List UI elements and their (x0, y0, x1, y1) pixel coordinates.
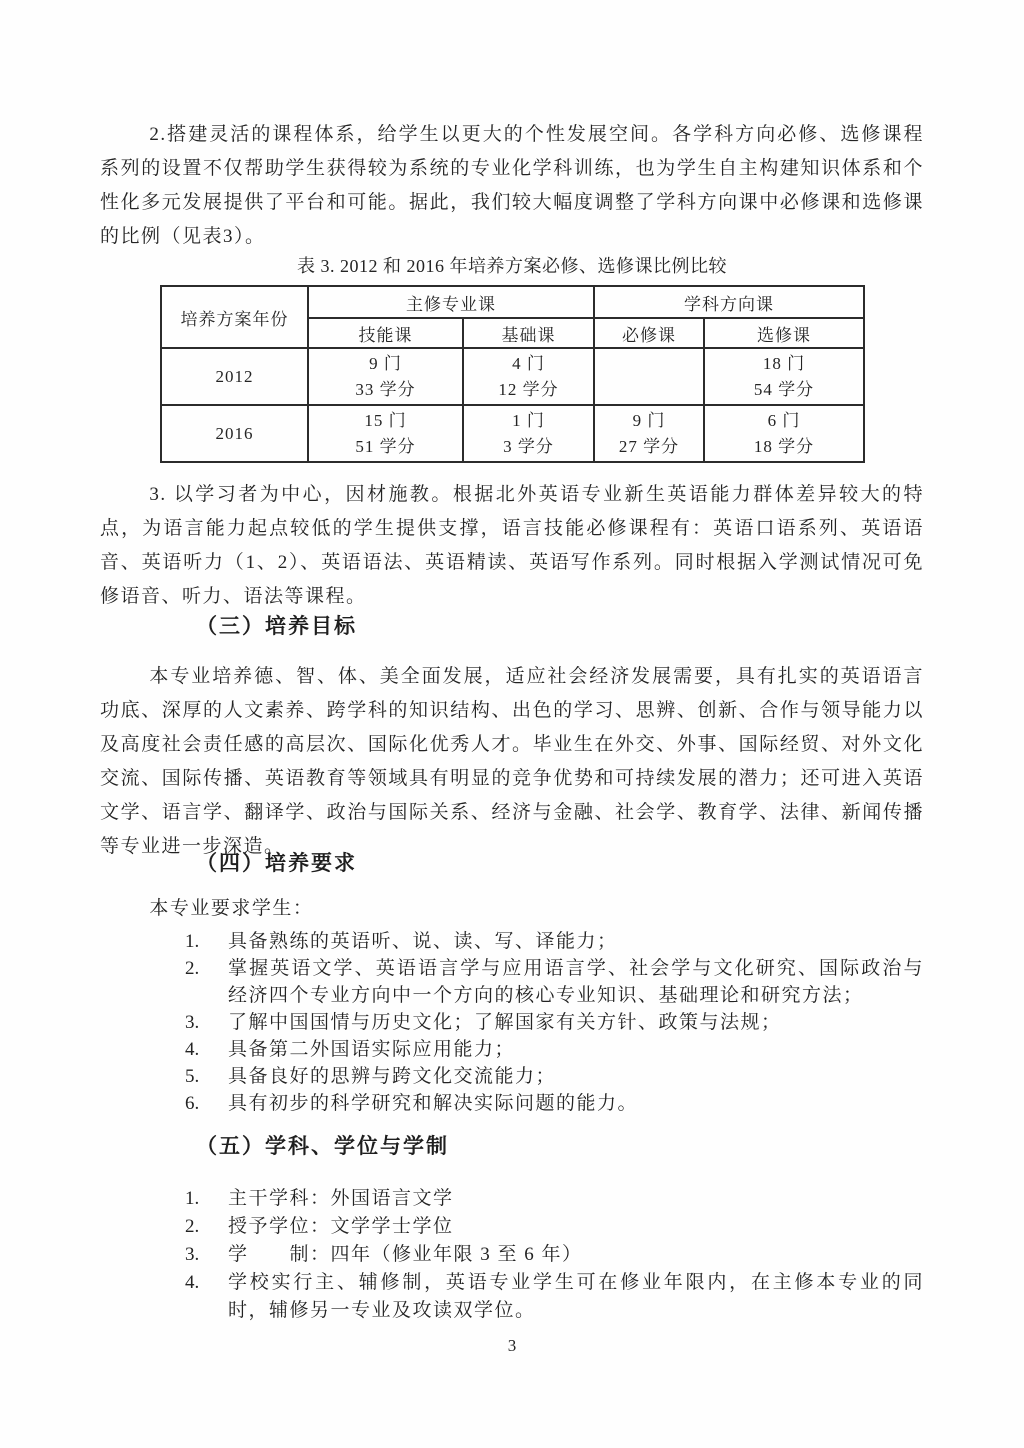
year-cell: 2012 (161, 348, 308, 405)
list-text: 主干学科：外国语言文学 (228, 1188, 454, 1209)
table-row-2016 (161, 405, 864, 462)
table-header-year: 培养方案年份 (161, 286, 308, 348)
list-item (185, 1269, 924, 1325)
data-cell: 1 门 3 学分 (503, 410, 554, 456)
list-item (185, 928, 924, 955)
list-number: 2. (185, 958, 200, 979)
requirements-list (185, 928, 924, 1117)
list-item (185, 1090, 924, 1117)
table-subheader-basic: 基础课 (463, 318, 594, 348)
list-number: 4. (185, 1272, 200, 1293)
list-number: 5. (185, 1066, 200, 1087)
data-cell: 9 门 27 学分 (618, 410, 680, 456)
data-cell: 6 门 18 学分 (753, 410, 815, 456)
data-cell: 15 门 51 学分 (355, 410, 416, 456)
list-number: 3. (185, 1244, 200, 1265)
table-subheader-skill: 技能课 (308, 318, 463, 348)
list-item (185, 1241, 924, 1269)
list-item (185, 1063, 924, 1090)
list-item (185, 955, 924, 1009)
list-number: 6. (185, 1093, 200, 1114)
list-text: 了解中国国情与历史文化；了解国家有关方针、政策与法规； (228, 1012, 782, 1033)
list-text: 学 制：四年（修业年限 3 至 6 年） (228, 1244, 583, 1265)
section-heading-training-requirements: （四）培养要求 (196, 852, 357, 875)
list-number: 2. (185, 1216, 200, 1237)
list-text: 具有初步的科学研究和解决实际问题的能力。 (228, 1093, 639, 1114)
list-text: 具备良好的思辨与跨文化交流能力； (228, 1066, 557, 1087)
list-text: 具备第二外国语实际应用能力； (228, 1039, 516, 1060)
table-header-direction-courses: 学科方向课 (594, 286, 864, 318)
list-text: 掌握英语文学、英语语言学与应用语言学、社会学与文化研究、国际政治与经济四个专业方向中一个方向的核心专业知识、基础理论和研究方法； (228, 958, 924, 1006)
paragraph-training-goal: 本专业培养德、智、体、美全面发展，适应社会经济发展需要，具有扎实的英语语言功底、深厚的人文素养、跨学科的知识结构、出色的学习、思辨、创新、合作与领导能力以及高度社会责任感的高层次、国际化优秀人才。毕业生在外交、外事、国际经贸、对外文化交流、国际传播、英语教育等领域具有明显的竞争优势和可持续发展的潜力；还可进入英语文学、语言学、翻译学、政治与国际关系、经济与金融、社会学、教育学、法律、新闻传播等专业进一步深造。 (100, 666, 924, 857)
section-heading-training-goal: （三）培养目标 (196, 615, 357, 638)
paragraph-learner-centered: 3. 以学习者为中心，因材施教。根据北外英语专业新生英语能力群体差异较大的特点，为语言能力起点较低的学生提供支撑，语言技能必修课程有：英语口语系列、英语语音、英语听力（1、2）、英语语法、英语精读、英语写作系列。同时根据入学测试情况可免修语音、听力、语法等课程。 (100, 484, 924, 607)
comparison-table (160, 285, 865, 463)
paragraph-curriculum-system: 2.搭建灵活的课程体系，给学生以更大的个性发展空间。各学科方向必修、选修课程系列的设置不仅帮助学生获得较为系统的专业化学科训练，也为学生自主构建知识体系和个性化多元发展提供了平台和可能。据此，我们较大幅度调整了学科方向课中必修课和选修课的比例（见表3）。 (100, 124, 924, 247)
data-cell: 4 门 12 学分 (498, 353, 559, 399)
data-cell: 9 门 33 学分 (355, 353, 416, 399)
list-item (185, 1036, 924, 1063)
list-number: 1. (185, 931, 200, 952)
list-item (185, 1009, 924, 1036)
discipline-degree-list (185, 1185, 924, 1325)
list-number: 4. (185, 1039, 200, 1060)
requirements-intro: 本专业要求学生： (149, 898, 314, 919)
year-cell: 2016 (161, 405, 308, 462)
list-text: 授予学位：文学学士学位 (228, 1216, 454, 1237)
section-heading-discipline-degree: （五）学科、学位与学制 (196, 1135, 449, 1158)
list-item (185, 1213, 924, 1241)
table-row-2012 (161, 348, 864, 405)
page-number: 3 (507, 1336, 517, 1355)
list-item (185, 1185, 924, 1213)
table-subheader-required: 必修课 (594, 318, 704, 348)
list-number: 3. (185, 1012, 200, 1033)
table-subheader-elective: 选修课 (704, 318, 864, 348)
table-header-major-courses: 主修专业课 (308, 286, 594, 318)
table-caption: 表 3. 2012 和 2016 年培养方案必修、选修课比例比较 (297, 256, 727, 276)
data-cell-empty (595, 351, 703, 403)
list-text: 具备熟练的英语听、说、读、写、译能力； (228, 931, 618, 952)
list-text: 学校实行主、辅修制，英语专业学生可在修业年限内，在主修本专业的同时，辅修另一专业及攻读双学位。 (228, 1272, 924, 1321)
list-number: 1. (185, 1188, 200, 1209)
table-header-row-groups (161, 286, 864, 318)
data-cell: 18 门 54 学分 (753, 353, 815, 399)
